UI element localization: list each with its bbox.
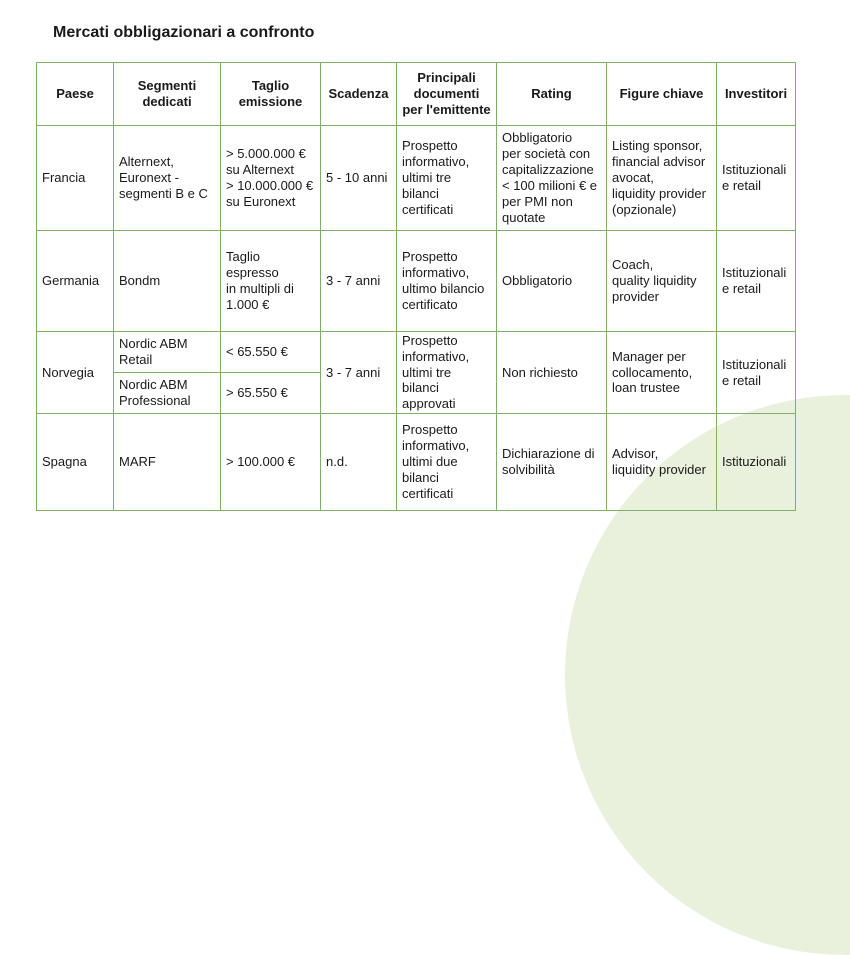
cell-taglio: < 65.550 € <box>221 332 321 373</box>
header-figure-chiave: Figure chiave <box>607 63 717 126</box>
cell-figure-chiave: Listing sponsor, financial advisor avocat, liquidity provider (opzionale) <box>607 126 717 231</box>
cell-figure-chiave: Manager per collocamento, loan trustee <box>607 332 717 414</box>
header-rating: Rating <box>497 63 607 126</box>
cell-rating: Dichiarazione di solvibilità <box>497 414 607 511</box>
bond-markets-comparison-table <box>36 62 796 511</box>
cell-segmenti: Nordic ABM Professional <box>114 373 221 414</box>
cell-paese: Norvegia <box>37 332 114 414</box>
cell-segmenti: Nordic ABM Retail <box>114 332 221 373</box>
header-taglio: Taglio emissione <box>221 63 321 126</box>
cell-documenti: Prospetto informativo, ultimo bilancio certificato <box>397 231 497 332</box>
cell-segmenti: Bondm <box>114 231 221 332</box>
cell-rating: Non richiesto <box>497 332 607 414</box>
cell-rating: Obbligatorio per società con capitalizzazione < 100 milioni € e per PMI non quotate <box>497 126 607 231</box>
cell-scadenza: 3 - 7 anni <box>321 231 397 332</box>
table-row-germania <box>37 231 796 332</box>
header-investitori: Investitori <box>717 63 796 126</box>
cell-paese: Francia <box>37 126 114 231</box>
cell-investitori: Istituzionali e retail <box>717 332 796 414</box>
cell-investitori: Istituzionali e retail <box>717 126 796 231</box>
header-paese: Paese <box>37 63 114 126</box>
cell-scadenza: n.d. <box>321 414 397 511</box>
cell-segmenti: Alternext, Euronext - segmenti B e C <box>114 126 221 231</box>
cell-scadenza: 5 - 10 anni <box>321 126 397 231</box>
cell-taglio: Taglio espresso in multipli di 1.000 € <box>221 231 321 332</box>
cell-taglio: > 5.000.000 € su Alternext > 10.000.000 € su Euronext <box>221 126 321 231</box>
header-segmenti: Segmenti dedicati <box>114 63 221 126</box>
table-row-francia <box>37 126 796 231</box>
cell-paese: Spagna <box>37 414 114 511</box>
cell-figure-chiave: Advisor, liquidity provider <box>607 414 717 511</box>
cell-investitori: Istituzionali e retail <box>717 231 796 332</box>
cell-segmenti: MARF <box>114 414 221 511</box>
table-row-norvegia <box>37 332 796 373</box>
cell-taglio: > 65.550 € <box>221 373 321 414</box>
cell-paese: Germania <box>37 231 114 332</box>
header-row <box>37 63 796 126</box>
cell-figure-chiave: Coach, quality liquidity provider <box>607 231 717 332</box>
table-row-spagna <box>37 414 796 511</box>
header-scadenza: Scadenza <box>321 63 397 126</box>
cell-documenti: Prospetto informativo, ultimi due bilanci certificati <box>397 414 497 511</box>
header-documenti: Principali documenti per l'emittente <box>397 63 497 126</box>
cell-rating: Obbligatorio <box>497 231 607 332</box>
cell-documenti: Prospetto informativo, ultimi tre bilanci certificati <box>397 126 497 231</box>
cell-documenti: Prospetto informativo, ultimi tre bilanci approvati <box>397 332 497 414</box>
page-title: Mercati obbligazionari a confronto <box>53 24 315 41</box>
cell-investitori: Istituzionali <box>717 414 796 511</box>
cell-taglio: > 100.000 € <box>221 414 321 511</box>
cell-scadenza: 3 - 7 anni <box>321 332 397 414</box>
